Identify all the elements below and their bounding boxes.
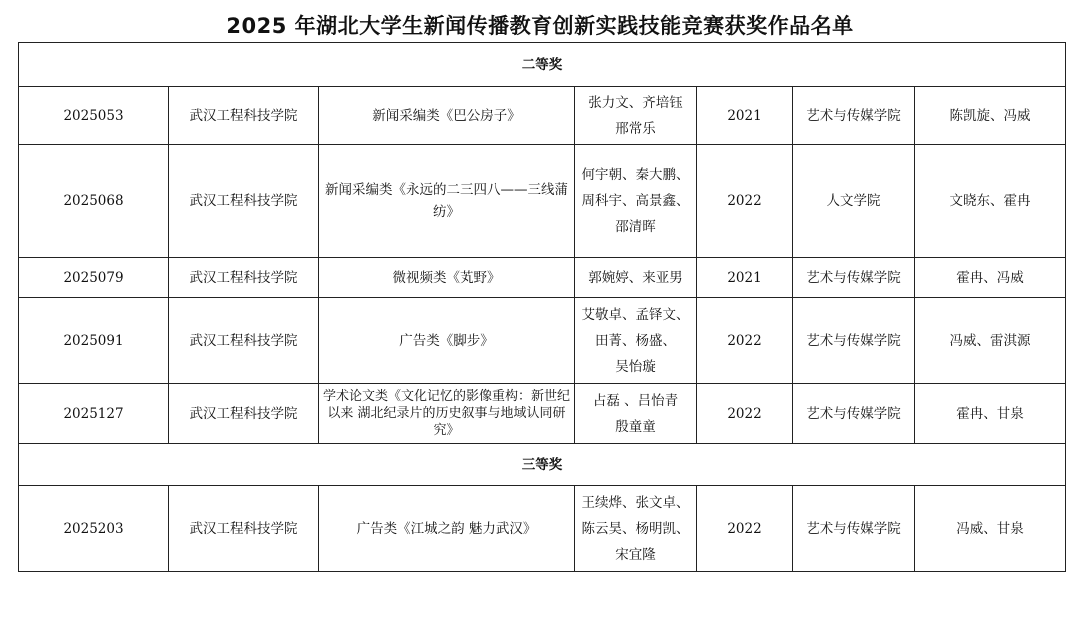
- section-title: 三等奖: [19, 444, 1066, 486]
- work-title: 广告类《江城之韵 魅力武汉》: [319, 486, 575, 572]
- year: 2022: [697, 298, 793, 384]
- section-title: 二等奖: [19, 43, 1066, 87]
- college: 艺术与传媒学院: [793, 486, 915, 572]
- author-line: 艾敬卓、孟铎文、: [581, 306, 690, 323]
- entry-id: 2025068: [19, 145, 169, 258]
- section-header-row: [19, 444, 1066, 486]
- entry-id: 2025079: [19, 258, 169, 298]
- advisors: 霍冉、冯威: [915, 258, 1066, 298]
- author-line: 邢常乐: [615, 120, 656, 137]
- entry-id: 2025053: [19, 87, 169, 145]
- author-line: 陈云昊、杨明凯、: [581, 520, 690, 537]
- year: 2021: [697, 87, 793, 145]
- college: 艺术与传媒学院: [793, 258, 915, 298]
- author-line: 周科宇、高景鑫、: [581, 193, 690, 209]
- table-row: [19, 145, 1066, 258]
- advisors: 冯威、甘泉: [915, 486, 1066, 572]
- work-title: 学术论文类《文化记忆的影像重构：新世纪以来 湖北纪录片的历史叙事与地域认同研究》: [319, 384, 575, 444]
- author-line: 宋宜隆: [615, 546, 656, 563]
- work-title: 广告类《脚步》: [319, 298, 575, 384]
- college: 艺术与传媒学院: [793, 298, 915, 384]
- school: 武汉工程科技学院: [169, 145, 319, 258]
- work-title: 新闻采编类《巴公房子》: [319, 87, 575, 145]
- year: 2022: [697, 384, 793, 444]
- author-line: 郭婉婷、来亚男: [588, 269, 683, 286]
- author-line: 田菁、杨盛、: [595, 332, 676, 349]
- table-row: [19, 298, 1066, 384]
- college: 艺术与传媒学院: [793, 384, 915, 444]
- table-row: [19, 384, 1066, 444]
- year: 2022: [697, 145, 793, 258]
- work-title: 新闻采编类《永远的二三四八——三线蒲纺》: [319, 145, 575, 258]
- authors: [575, 258, 697, 298]
- author-line: 吴怡璇: [615, 358, 656, 375]
- author-line: 王续烨、张文卓、: [581, 494, 690, 511]
- work-title: 微视频类《芄野》: [319, 258, 575, 298]
- school: 武汉工程科技学院: [169, 298, 319, 384]
- college: 艺术与传媒学院: [793, 87, 915, 145]
- table-row: [19, 258, 1066, 298]
- author-line: 张力文、齐培钰: [588, 94, 683, 111]
- author-line: 邵清晖: [615, 219, 656, 235]
- school: 武汉工程科技学院: [169, 486, 319, 572]
- entry-id: 2025203: [19, 486, 169, 572]
- awards-table: [18, 42, 1066, 572]
- college: 人文学院: [793, 145, 915, 258]
- entry-id: 2025091: [19, 298, 169, 384]
- advisors: 文晓东、霍冉: [915, 145, 1066, 258]
- school: 武汉工程科技学院: [169, 87, 319, 145]
- school: 武汉工程科技学院: [169, 384, 319, 444]
- advisors: 霍冉、甘泉: [915, 384, 1066, 444]
- table-row: [19, 87, 1066, 145]
- author-line: 何宇朝、秦大鹏、: [581, 167, 690, 183]
- authors: [575, 486, 697, 572]
- author-line: 占磊 、吕怡青: [592, 392, 679, 409]
- advisors: 陈凯旋、冯威: [915, 87, 1066, 145]
- authors: [575, 384, 697, 444]
- authors: [575, 87, 697, 145]
- authors: [575, 145, 697, 258]
- author-line: 殷童童: [615, 418, 656, 435]
- year: 2022: [697, 486, 793, 572]
- section-header-row: [19, 43, 1066, 87]
- entry-id: 2025127: [19, 384, 169, 444]
- table-row: [19, 486, 1066, 572]
- advisors: 冯威、雷淇源: [915, 298, 1066, 384]
- document-title: 2025 年湖北大学生新闻传播教育创新实践技能竞赛获奖作品名单: [226, 14, 854, 38]
- authors: [575, 298, 697, 384]
- school: 武汉工程科技学院: [169, 258, 319, 298]
- year: 2021: [697, 258, 793, 298]
